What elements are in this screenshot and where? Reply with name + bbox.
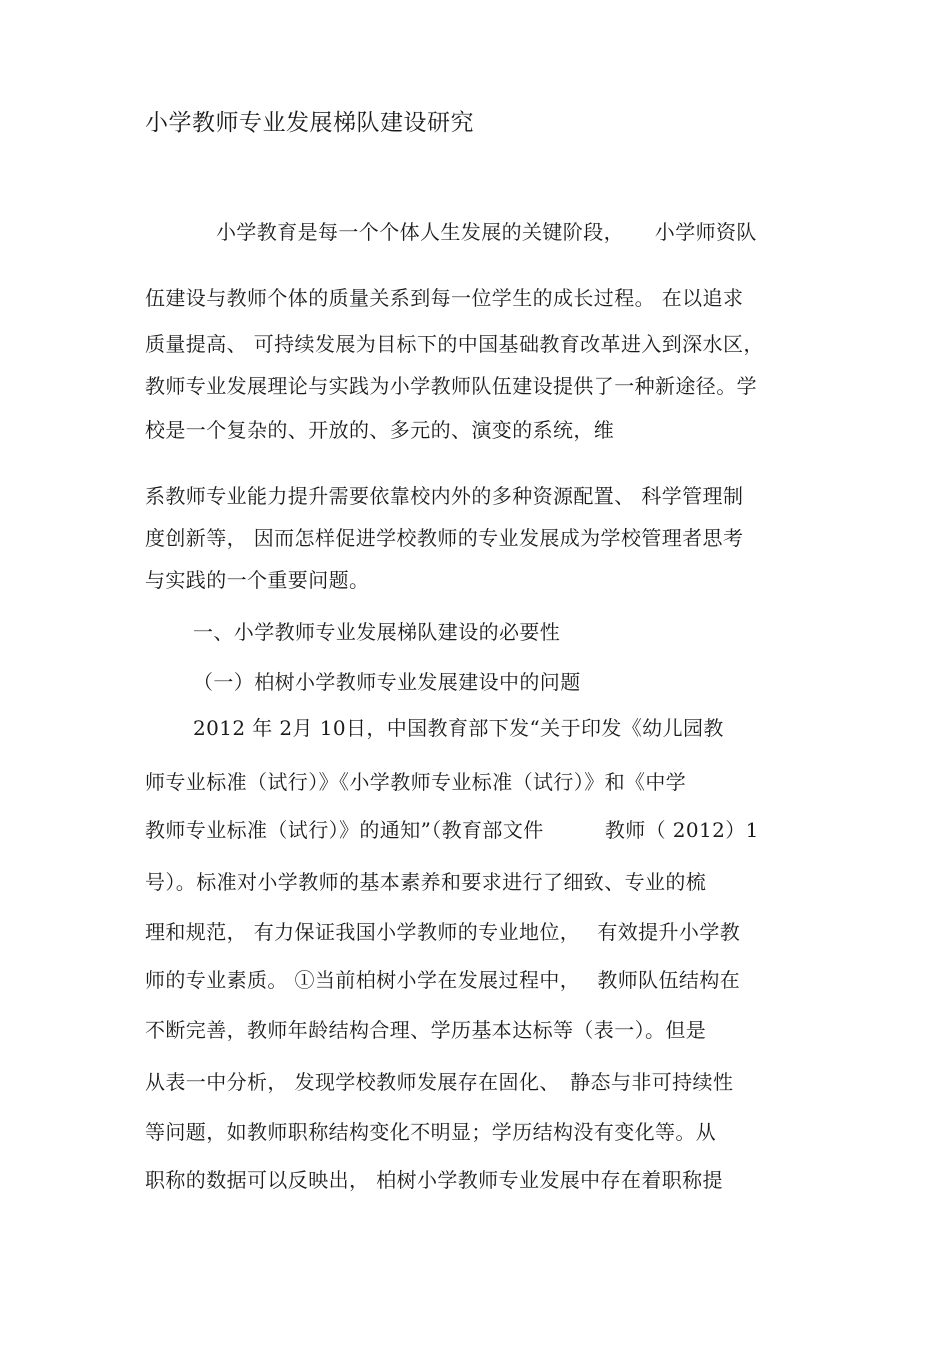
paragraph-line: 号）。标准对小学教师的基本素养和要求进行了细致、专业的梳 xyxy=(145,870,707,894)
paragraph-line: 质量提高、 可持续发展为目标下的中国基础教育改革进入到深水区， xyxy=(145,332,764,356)
paragraph-line: 小学教育是每一个个体人生发展的关键阶段， 小学师资队 xyxy=(216,220,757,244)
paragraph-line: 等问题，如教师职称结构变化不明显；学历结构没有变化等。从 xyxy=(145,1120,717,1144)
paragraph-line: 职称的数据可以反映出， 柏树小学教师专业发展中存在着职称提 xyxy=(145,1168,723,1192)
paragraph-line: 师专业标准（试行）》《小学教师专业标准（试行）》和《中学 xyxy=(145,770,687,794)
paragraph-line: 理和规范， 有力保证我国小学教师的专业地位， 有效提升小学教 xyxy=(145,920,741,944)
paragraph-line: 师的专业素质。 ①当前柏树小学在发展过程中， 教师队伍结构在 xyxy=(145,968,741,992)
subsection-heading: （一）柏树小学教师专业发展建设中的问题 xyxy=(193,670,581,694)
paragraph-line: 伍建设与教师个体的质量关系到每一位学生的成长过程。 在以追求 xyxy=(145,286,744,310)
paragraph-line: 教师专业发展理论与实践为小学教师队伍建设提供了一种新途径。学 xyxy=(145,374,757,398)
document-title: 小学教师专业发展梯队建设研究 xyxy=(145,110,474,136)
paragraph-line: 校是一个复杂的、开放的、多元的、演变的系统，维 xyxy=(145,418,615,442)
paragraph-line: 度创新等， 因而怎样促进学校教师的专业发展成为学校管理者思考 xyxy=(145,526,744,550)
paragraph-line: 系教师专业能力提升需要依靠校内外的多种资源配置、 科学管理制 xyxy=(145,484,744,508)
paragraph-line: 与实践的一个重要问题。 xyxy=(145,568,370,592)
section-heading: 一、小学教师专业发展梯队建设的必要性 xyxy=(193,620,561,644)
paragraph-line: 2012 年 2月 10日，中国教育部下发“关于印发《幼儿园教 xyxy=(193,716,724,740)
paragraph-line: 教师专业标准（试行）》的通知”（教育部文件 教师（ 2012）1 xyxy=(145,818,759,842)
paragraph-line: 从表一中分析， 发现学校教师发展存在固化、 静态与非可持续性 xyxy=(145,1070,734,1094)
paragraph-line: 不断完善，教师年龄结构合理、学历基本达标等（表一）。但是 xyxy=(145,1018,707,1042)
